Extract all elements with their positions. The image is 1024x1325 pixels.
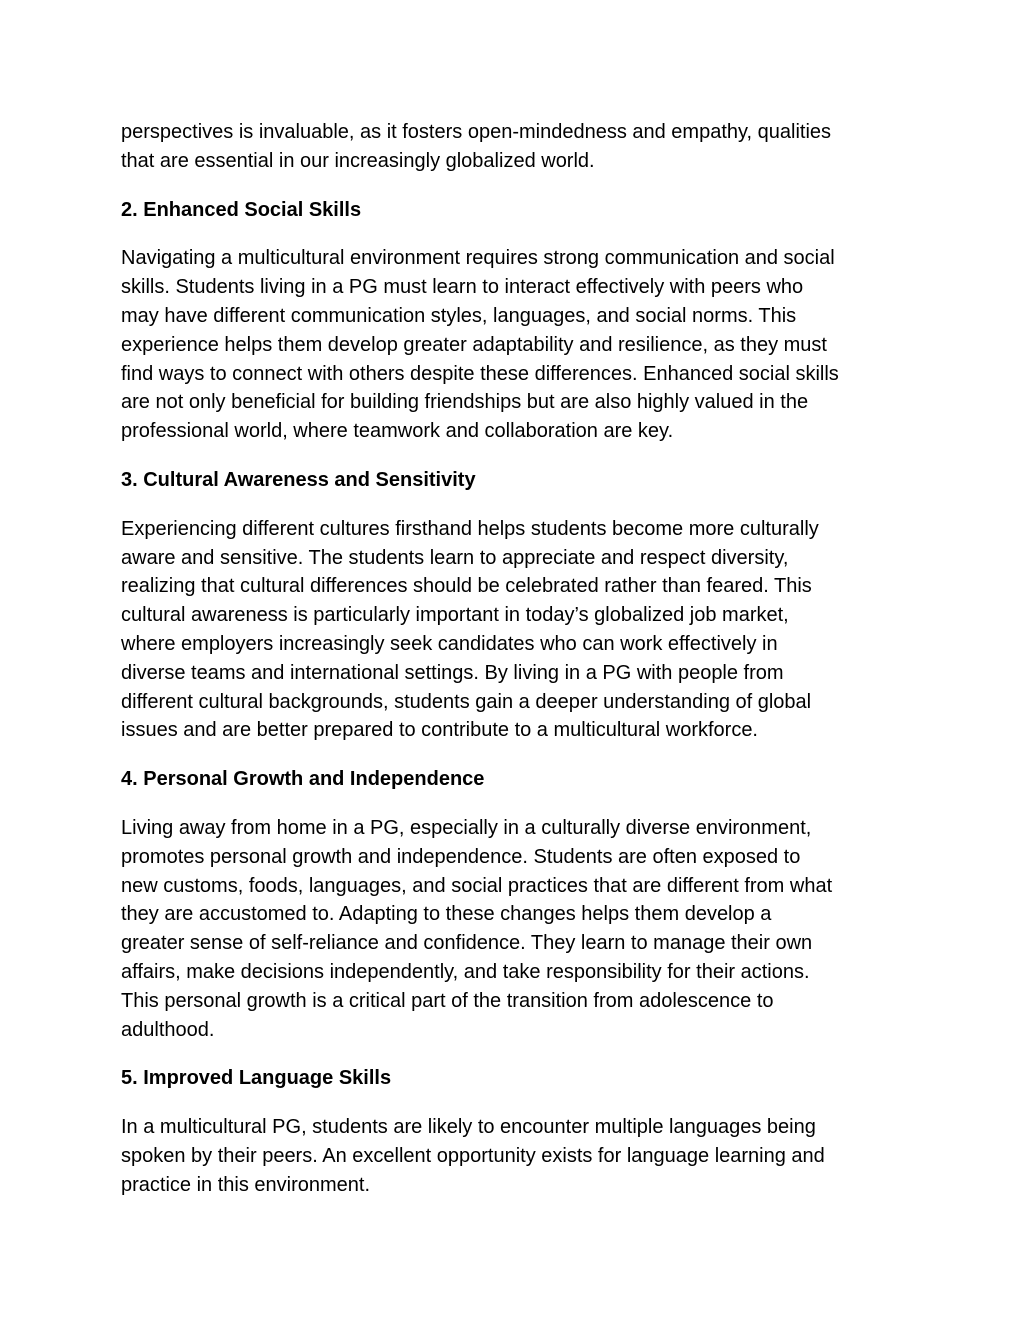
section-heading-cultural-awareness: 3. Cultural Awareness and Sensitivity xyxy=(121,468,476,491)
intro-paragraph: perspectives is invaluable, as it fosters open-mindedness and empathy, qualities that are essential in our increasingly globalized world. xyxy=(121,121,832,172)
section-body-social-skills: Navigating a multicultural environment requires strong communication and social skills. Students living in a PG must learn to interact effectively with peers who may have different communication styles, languages, and social norms. This experience helps them develop greater adaptability and resilience, as they must find ways to connect with others despite these differences. Enhanced social skills are not only beneficial for building friendships but are also highly valued in the professional world, where teamwork and collaboration are key. xyxy=(121,247,839,443)
section-heading-personal-growth: 4. Personal Growth and Independence xyxy=(121,768,485,791)
section-body-language-skills: In a multicultural PG, students are likely to encounter multiple languages being spoken by their peers. An excellent opportunity exists for language learning and practice in this environment. xyxy=(121,1116,825,1196)
document-page xyxy=(121,118,911,1220)
section-heading-language-skills: 5. Improved Language Skills xyxy=(121,1067,392,1090)
section-body-personal-growth: Living away from home in a PG, especially in a culturally diverse environment, promotes personal growth and independence. Students are often exposed to new customs, foods, languages, and social practices that are different from what they are accustomed to. Adapting to these changes helps them develop a greater sense of self-reliance and confidence. They learn to manage their own affairs, make decisions independently, and take responsibility for their actions. This personal growth is a critical part of the transition from adolescence to adulthood. xyxy=(121,816,833,1041)
section-body-cultural-awareness: Experiencing different cultures firsthand helps students become more culturally aware and sensitive. The students learn to appreciate and respect diversity, realizing that cultural differences should be celebrated rather than feared. This cultural awareness is particularly important in today’s globalized job market, where employers increasingly seek candidates who can work effectively in diverse teams and international settings. By living in a PG with people from different cultural backgrounds, students gain a deeper understanding of global issues and are better prepared to contribute to a multicultural workforce. xyxy=(121,517,819,742)
section-heading-social-skills: 2. Enhanced Social Skills xyxy=(121,198,362,221)
